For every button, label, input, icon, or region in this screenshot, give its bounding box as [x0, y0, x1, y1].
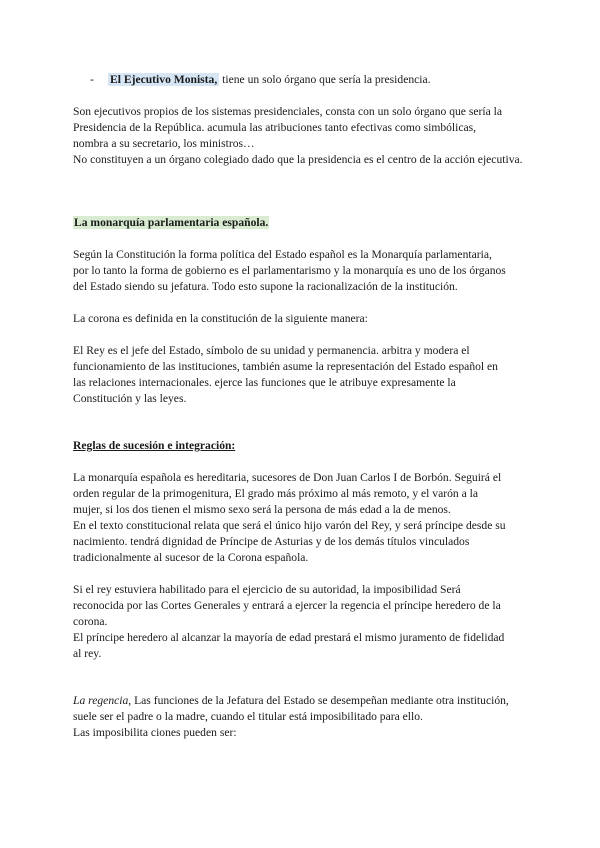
paragraph-line: nacimiento. tendrá dignidad de Príncipe de Asturias y de los demás títulos vinculados — [73, 535, 470, 548]
paragraph-line: No constituyen a un órgano colegiado dado que la presidencia es el centro de la acción — [73, 153, 475, 166]
paragraph-line: nombra a su secretario, los ministros… — [73, 137, 255, 150]
paragraph-presidenciales — [73, 104, 533, 168]
paragraph-line: Constitución y las leyes. — [73, 392, 187, 405]
paragraph-line: Presidencia de la República. acumula las atribuciones tanto efectivas como simbólicas, — [73, 121, 477, 134]
paragraph-line: las relaciones internacionales. ejerce las funciones que le atribuye expresamente la — [73, 376, 456, 389]
paragraph-constitucion — [73, 247, 533, 295]
paragraph-line: ejecutiva. — [477, 153, 523, 166]
bullet-term-highlight: El Ejecutivo Monista, — [110, 73, 218, 86]
paragraph-regencia — [73, 693, 533, 741]
heading-monarquia-text: La monarquía parlamentaria española. — [74, 216, 269, 229]
paragraph-line: El príncipe heredero al alcanzar la mayoría de edad prestará el mismo juramento de fidelidad — [73, 631, 505, 644]
paragraph-line: mujer, si los dos tienen el mismo sexo será la persona de más edad a la de menos. — [73, 503, 451, 516]
paragraph-line: suele ser el padre o la madre, cuando el titular está imposibilitado para ello. — [73, 710, 423, 723]
paragraph-line: por lo tanto la forma de gobierno es el parlamentarismo y la monarquía es uno de los órganos — [73, 264, 506, 277]
paragraph-line: Si el rey estuviera habilitado para el ejercicio de su autoridad, la imposibilidad Será — [73, 583, 461, 596]
paragraph-line: al rey. — [73, 647, 102, 660]
paragraph-line: funcionamiento de las instituciones, también asume la representación del Estado español en — [73, 360, 498, 373]
paragraph-line: La monarquía española es hereditaria, sucesores de Don Juan Carlos I de Borbón. Seguirá el — [73, 471, 502, 484]
paragraph-line — [73, 694, 509, 707]
paragraph-line: Las imposibilita ciones pueden ser: — [73, 726, 237, 739]
heading-monarquia — [73, 215, 533, 231]
paragraph-line: En el texto constitucional relata que será el único hijo varón del Rey, y será príncipe desde su — [73, 519, 506, 532]
paragraph-line: del Estado siendo su jefatura. Todo esto supone la racionalización de la institución. — [73, 280, 458, 293]
paragraph-corona — [73, 311, 533, 327]
paragraph-line: tradicionalmente al sucesor de la Corona española. — [73, 551, 309, 564]
paragraph-line: reconocida por las Cortes Generales y entrará a ejercer la regencia el príncipe heredero de la — [73, 599, 501, 612]
bullet-rest: tiene un solo órgano que sería la presidencia. — [219, 73, 431, 86]
bullet-body — [108, 72, 431, 88]
paragraph-habilitado — [73, 582, 533, 662]
paragraph-line: Son ejecutivos propios de los sistemas presidenciales, consta con un solo órgano que sería la — [73, 105, 502, 118]
regencia-line1-rest: , Las funciones de la Jefatura del Estado se desempeñan mediante otra institución, — [128, 694, 509, 707]
regencia-lead: La regencia — [73, 694, 129, 707]
paragraph-line: Según la Constitución la forma política del Estado español es la Monarquía parlamentaria, — [73, 248, 492, 261]
paragraph-line: La corona es definida en la constitución de la siguiente manera: — [73, 312, 368, 325]
paragraph-hereditaria — [73, 470, 533, 566]
paragraph-line: corona. — [73, 615, 108, 628]
paragraph-line: El Rey es el jefe del Estado, símbolo de su unidad y permanencia. arbitra y modera el — [73, 344, 470, 357]
heading-sucesion — [73, 438, 533, 454]
heading-sucesion-text: Reglas de sucesión e integración: — [73, 439, 236, 452]
paragraph-line: orden regular de la primogenitura, El grado más próximo al más remoto, y el varón a la — [73, 487, 479, 500]
bullet-dash: - — [90, 73, 94, 86]
paragraph-rey — [73, 343, 533, 407]
